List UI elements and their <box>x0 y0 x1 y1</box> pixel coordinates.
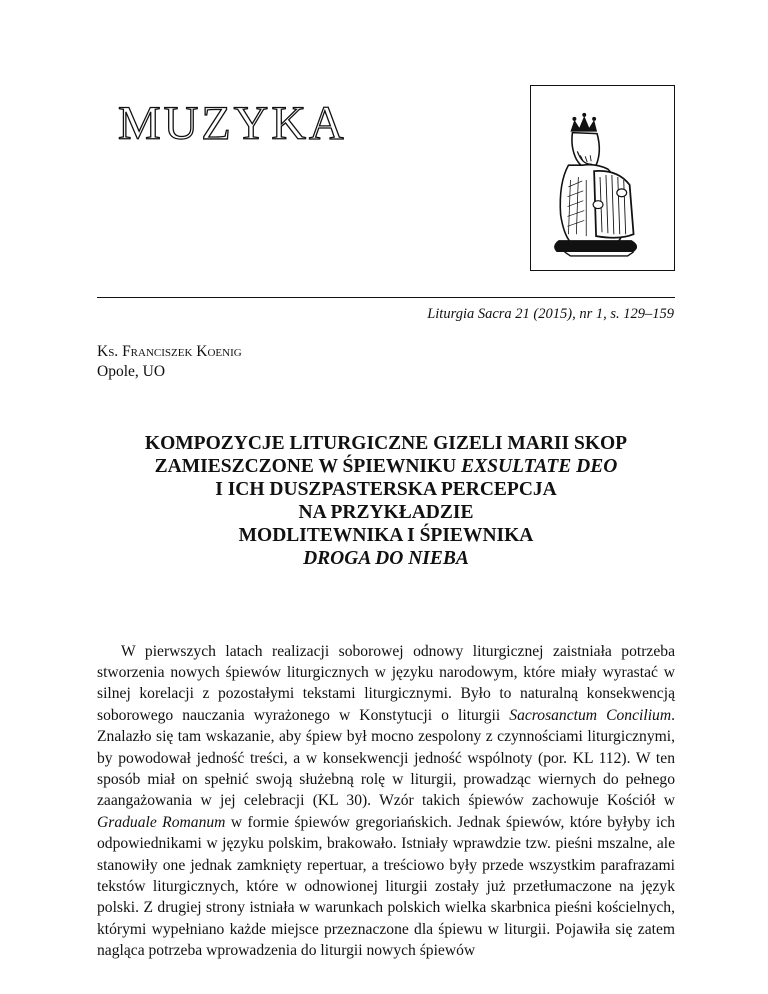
title-line-2-text: ZAMIESZCZONE W ŚPIEWNIKU <box>154 456 462 477</box>
title-line-5: MODLITEWNIKA I ŚPIEWNIKA <box>238 525 534 546</box>
article-title <box>97 432 675 570</box>
title-line-1: KOMPOZYCJE LITURGICZNE GIZELI MARII SKOP <box>144 433 628 454</box>
body-italic-1: Sacrosanctum Concilium <box>509 706 672 724</box>
journal-citation: Liturgia Sacra 21 (2015), nr 1, s. 129–159 <box>427 306 674 322</box>
author-name <box>97 342 242 362</box>
title-line-4: NA PRZYKŁADZIE <box>298 502 474 523</box>
title-line-3: I ICH DUSZPASTERSKA PERCEPCJA <box>215 479 557 500</box>
body-text-3: w formie śpiewów gregoriańskich. Jednak śpiewów, które byłyby ich odpowiednikami w języku polskim, brakowało. Istniały wprawdzie tzw. pieśni mszalne, ale stanowiły one jednak zamknięty repertuar, a treściowo były przede wszystkim parafrazami tekstów liturgicznych, które w odnowionej liturgii zostały już przetłumaczone na język polski. Z drugiej strony istniała w warunkach polskich wielka skarbnica pieśni kościelnych, którymi wypełniano każde miejsce przeznaczone dla śpiewu w liturgii. Pojawiła się zatem nagląca potrzeba wprowadzenia do liturgii nowych śpiewów <box>97 813 675 960</box>
body-italic-2: Graduale Romanum <box>97 813 226 831</box>
section-title: MUZYKA <box>118 97 347 150</box>
author-block <box>97 342 242 382</box>
body-text-1: W pierwszych latach realizacji soborowej odnowy liturgicznej zaistniała potrzeba stworzenia nowych śpiewów liturgicznych w języku narodowym, które miały wyrastać w silnej korelacji z pozostałymi tekstami liturgicznymi. Było to naturalną konsekwencją soborowego nauczania wyrażonego w Konstytucji o liturgii <box>97 642 675 724</box>
title-line-6-italic: DROGA DO NIEBA <box>303 548 469 569</box>
author-prefix: Ks. <box>97 343 119 360</box>
title-line-6 <box>97 547 675 570</box>
author-fullname: Franciszek Koenig <box>122 343 242 360</box>
body-text-2: . Znalazło się tam wskazanie, aby śpiew był mocno zespolony z czynnościami liturgicznymi, by powodował jedność treści, a w konsekwencji jedność wspólnoty (por. KL 112). W ten sposób miał on spełnić swoją służebną rolę w liturgii, prowadząc wiernych do pełnego zaangażowania w jej celebracji (KL 30). Wzór takich śpiewów zachowuje Kościół w <box>97 706 675 810</box>
header-rule <box>97 297 675 298</box>
title-line-2 <box>97 455 675 478</box>
body-paragraph <box>97 641 675 962</box>
author-affiliation: Opole, UO <box>97 363 166 380</box>
title-line-2-italic: EXSULTATE DEO <box>461 456 618 477</box>
crowned-harpist-illustration-icon <box>530 85 675 271</box>
